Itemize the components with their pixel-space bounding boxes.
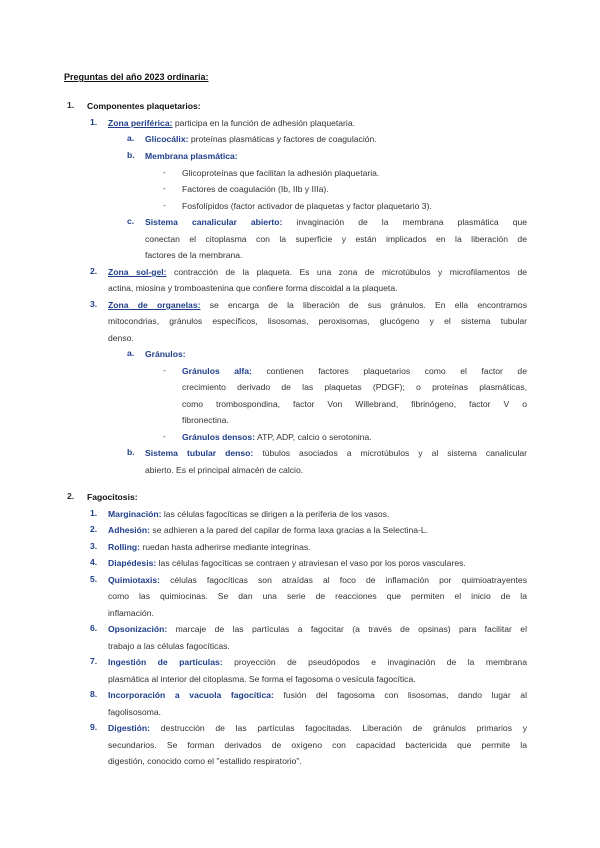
item-text: proyección de pseudópodos e invaginación de la membrana — [222, 657, 527, 667]
bullet-dash: - — [163, 200, 166, 210]
item-text: actina, miosina y tromboastenina que confiere forma discoidal a la plaqueta. — [108, 283, 398, 293]
list-item — [108, 574, 527, 586]
item-text: trabajo a las células fagocíticas. — [108, 641, 230, 651]
item-letter: b. — [127, 150, 135, 160]
list-item — [108, 557, 466, 569]
item-text: fagolisosoma. — [108, 707, 162, 717]
item-text: las células fagocíticas se contraen y atraviesan el vaso por los poros vasculares. — [156, 558, 466, 568]
item-number: 7. — [90, 656, 98, 666]
item-number: 6. — [90, 623, 98, 633]
list-item — [145, 150, 238, 162]
item-text: invaginación de la membrana plasmática que — [282, 217, 527, 227]
item-text: fusión del fagosoma con lisosomas, dando lugar al — [273, 690, 527, 700]
section-number: 2. — [67, 491, 75, 501]
item-number: 5. — [90, 574, 98, 584]
list-item — [145, 216, 527, 228]
section-heading: Componentes plaquetarios: — [87, 101, 201, 111]
item-text: marcaje de las partículas a fagocitar (a través de opsinas) para facilitar el — [167, 624, 527, 634]
item-letter: c. — [127, 216, 135, 226]
item-number: 1. — [90, 117, 98, 127]
bullet-dash: - — [163, 167, 166, 177]
list-item — [145, 133, 377, 145]
item-text: fibronectina. — [182, 415, 229, 425]
item-label: Membrana plasmática: — [145, 151, 238, 161]
item-label: Glicocálix: — [145, 134, 189, 144]
item-label: Diapédesis: — [108, 558, 157, 568]
item-label: Ingestión de partículas: — [108, 657, 223, 667]
item-text: se encarga de la liberación de sus gránulos. En ella encontramos — [200, 300, 528, 310]
item-text: contracción de la plaqueta. Es una zona de microtúbulos y microfilamentos de — [166, 267, 527, 277]
item-label: Marginación: — [108, 509, 162, 519]
list-item — [145, 348, 186, 360]
item-label: Zona sol-gel: — [108, 267, 167, 277]
item-text: células fagocíticas son atraídas al foco de inflamación por quimioatrayentes — [160, 575, 527, 585]
list-item — [182, 431, 372, 443]
item-number: 4. — [90, 557, 98, 567]
list-item — [108, 656, 527, 668]
item-text: las células fagocíticas se dirigen a la periferia de los vasos. — [161, 509, 390, 519]
item-label: Quimiotaxis: — [108, 575, 161, 585]
item-text: como trombospondina, factor Von Willebrand, fibrinógeno, factor V o — [182, 399, 527, 409]
list-item — [108, 689, 527, 701]
item-text: destrucción de las partículas fagocitadas. Liberación de gránulos primarios y — [150, 723, 527, 733]
item-text: abierto. Es el principal almacén de calcio. — [145, 465, 304, 475]
item-text: contienen factores plaquetarios como el factor de — [251, 366, 527, 376]
item-text: como las quimiocinas. Se dan una serie de reacciones que permiten el inicio de la — [108, 591, 527, 601]
item-text: factores de la membrana. — [145, 250, 243, 260]
item-text: denso. — [108, 333, 134, 343]
item-label: Sistema canalicular abierto: — [145, 217, 283, 227]
list-item — [108, 623, 527, 635]
item-label: Zona de organelas: — [108, 300, 201, 310]
item-label: Gránulos: — [145, 349, 186, 359]
item-text: proteínas plasmáticas y factores de coagulación. — [188, 134, 377, 144]
section-number: 1. — [67, 100, 75, 110]
item-label: Digestión: — [108, 723, 151, 733]
item-label: Incorporación a vacuola fagocítica: — [108, 690, 274, 700]
item-label: Gránulos alfa: — [182, 366, 252, 376]
item-label: Rolling: — [108, 542, 140, 552]
list-item — [145, 447, 527, 459]
item-letter: b. — [127, 447, 135, 457]
item-number: 1. — [90, 508, 98, 518]
item-text: se adhieren a la pared del capilar de forma laxa gracias a la Selectina-L. — [150, 525, 429, 535]
list-item — [108, 524, 428, 536]
bullet-dash: - — [163, 183, 166, 193]
item-text: digestión, conocido como el "estallido respiratorio". — [108, 756, 302, 766]
list-item — [182, 365, 527, 377]
bullet-text: Fosfolípidos (factor activador de plaquetas y factor plaquetario 3). — [182, 201, 432, 211]
item-number: 3. — [90, 541, 98, 551]
item-label: Zona periférica: — [108, 118, 173, 128]
bullet-text: Glicoproteínas que facilitan la adhesión plaquetaria. — [182, 168, 380, 178]
section-heading: Fagocitosis: — [87, 492, 138, 502]
item-text: participa en la función de adhesión plaquetaria. — [172, 118, 355, 128]
item-text: mitocondrias, gránulos específicos, lisosomas, peroxisomas, glucógeno y el sistema tubular — [108, 316, 527, 326]
item-label: Sistema tubular denso: — [145, 448, 254, 458]
page-title: Preguntas del año 2023 ordinaria: — [64, 72, 209, 82]
item-letter: a. — [127, 348, 135, 358]
item-number: 2. — [90, 524, 98, 534]
list-item — [108, 541, 311, 553]
item-number: 2. — [90, 266, 98, 276]
bullet-text: Factores de coagulación (Ib, IIb y IIIa). — [182, 184, 329, 194]
item-number: 8. — [90, 689, 98, 699]
list-item — [108, 299, 527, 311]
item-text: secundarios. Se forman derivados de oxígeno con capacidad bactericida que permite la — [108, 740, 527, 750]
item-text: conectan el citoplasma con la superficie y están implicados en la liberación de — [145, 234, 527, 244]
list-item — [108, 117, 355, 129]
item-text: inflamación. — [108, 608, 154, 618]
item-text: ATP, ADP, calcio o serotonina. — [255, 432, 372, 442]
item-text: ruedan hasta adherirse mediante integrinas. — [139, 542, 311, 552]
item-label: Adhesión: — [108, 525, 151, 535]
item-number: 3. — [90, 299, 98, 309]
item-text: plasmática al interior del citoplasma. Se forma el fagosoma o vesícula fagocítica. — [108, 674, 416, 684]
list-item — [108, 508, 389, 520]
item-text: crecimiento derivado de las plaquetas (PDGF); o proteínas plasmáticas, — [182, 382, 527, 392]
item-text: túbulos asociados a microtúbulos y al sistema canalicular — [253, 448, 528, 458]
item-label: Gránulos densos: — [182, 432, 256, 442]
item-letter: a. — [127, 133, 135, 143]
bullet-dash: - — [163, 365, 166, 375]
item-label: Opsonización: — [108, 624, 168, 634]
item-number: 9. — [90, 722, 98, 732]
list-item — [108, 722, 527, 734]
list-item — [108, 266, 527, 278]
bullet-dash: - — [163, 431, 166, 441]
